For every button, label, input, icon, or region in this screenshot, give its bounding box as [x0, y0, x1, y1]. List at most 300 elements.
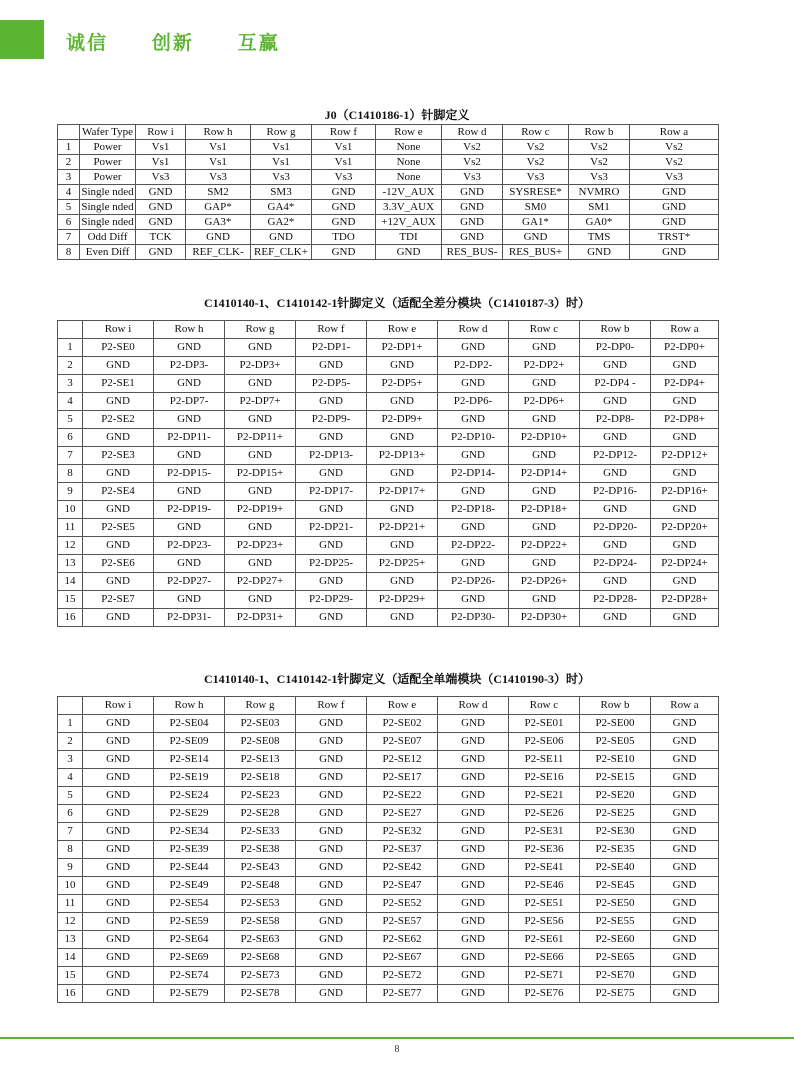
pin-cell: GND: [580, 465, 651, 483]
column-header: Row i: [136, 125, 186, 140]
row-number-cell: 9: [58, 859, 83, 877]
pin-cell: P2-SE31: [509, 823, 580, 841]
pin-cell: P2-SE50: [580, 895, 651, 913]
pin-cell: GND: [83, 751, 154, 769]
pin-cell: P2-DP28+: [651, 591, 719, 609]
pin-cell: P2-DP19+: [225, 501, 296, 519]
pin-cell: P2-SE65: [580, 949, 651, 967]
table-row: [58, 465, 719, 483]
pin-cell: P2-SE15: [580, 769, 651, 787]
pin-cell: GND: [367, 537, 438, 555]
pin-cell: GND: [225, 519, 296, 537]
column-header: Row h: [186, 125, 251, 140]
pin-cell: P2-DP0+: [651, 339, 719, 357]
pin-cell: GND: [367, 573, 438, 591]
pin-cell: GND: [296, 895, 367, 913]
pin-cell: P2-SE41: [509, 859, 580, 877]
table-row: [58, 913, 719, 931]
pin-cell: GND: [154, 483, 225, 501]
pin-cell: P2-DP12+: [651, 447, 719, 465]
pin-cell: TCK: [136, 230, 186, 245]
pin-cell: GND: [83, 769, 154, 787]
pin-cell: GND: [367, 501, 438, 519]
pin-cell: GA0*: [569, 215, 630, 230]
pin-cell: GND: [580, 357, 651, 375]
pin-cell: GND: [651, 913, 719, 931]
table-row: [58, 591, 719, 609]
pin-cell: GND: [154, 447, 225, 465]
pin-cell: GND: [251, 230, 312, 245]
pin-cell: GND: [569, 245, 630, 260]
pin-cell: P2-DP21-: [296, 519, 367, 537]
pin-cell: Even Diff: [80, 245, 136, 260]
pin-cell: GND: [580, 609, 651, 627]
pin-cell: GND: [651, 733, 719, 751]
pin-cell: REF_CLK+: [251, 245, 312, 260]
pin-cell: GND: [154, 411, 225, 429]
pin-cell: GND: [438, 841, 509, 859]
pin-cell: P2-DP24+: [651, 555, 719, 573]
pin-cell: Vs1: [186, 155, 251, 170]
pin-cell: TDO: [312, 230, 376, 245]
pin-cell: P2-SE44: [154, 859, 225, 877]
header-row: [58, 321, 719, 339]
row-number-cell: 9: [58, 483, 83, 501]
column-header: [58, 697, 83, 715]
table-row: [58, 609, 719, 627]
pin-cell: P2-SE47: [367, 877, 438, 895]
pin-cell: P2-SE17: [367, 769, 438, 787]
pin-cell: P2-DP8+: [651, 411, 719, 429]
pin-cell: GND: [296, 787, 367, 805]
brand-slogan: 诚信 创新 互赢: [66, 32, 280, 54]
footer-divider: [0, 1037, 794, 1039]
pin-cell: P2-SE64: [154, 931, 225, 949]
pin-cell: Power: [80, 140, 136, 155]
pin-cell: GND: [509, 447, 580, 465]
pin-cell: Single nded: [81, 186, 134, 198]
pin-cell: P2-SE48: [225, 877, 296, 895]
pin-cell: P2-SE20: [580, 787, 651, 805]
pin-cell: P2-SE37: [367, 841, 438, 859]
pin-cell: GND: [312, 185, 376, 200]
pin-cell: GND: [296, 931, 367, 949]
column-header: Row i: [83, 697, 154, 715]
pin-cell: P2-SE34: [154, 823, 225, 841]
pin-cell: P2-DP6-: [438, 393, 509, 411]
pin-cell: GND: [83, 537, 154, 555]
row-number-cell: 10: [58, 501, 83, 519]
table-row: [58, 411, 719, 429]
row-number-cell: 2: [58, 155, 80, 170]
pin-cell: GND: [225, 375, 296, 393]
pin-cell: GND: [651, 357, 719, 375]
pin-cell: P2-SE79: [154, 985, 225, 1003]
row-number-cell: 1: [58, 140, 80, 155]
pin-cell: GND: [651, 985, 719, 1003]
pin-cell: GND: [651, 609, 719, 627]
pin-cell: P2-DP24-: [580, 555, 651, 573]
column-header: Row d: [438, 321, 509, 339]
table-row: [58, 357, 719, 375]
pin-cell: GND: [438, 823, 509, 841]
pin-cell: GND: [296, 859, 367, 877]
row-number-cell: 1: [58, 339, 83, 357]
column-header: [58, 125, 80, 140]
pin-cell: GND: [438, 913, 509, 931]
pin-cell: P2-DP10+: [509, 429, 580, 447]
pin-cell: P2-SE2: [83, 411, 154, 429]
row-number-cell: 14: [58, 949, 83, 967]
pin-cell: P2-SE18: [225, 769, 296, 787]
pin-cell: GND: [651, 465, 719, 483]
pin-cell: GND: [651, 393, 719, 411]
pin-cell: P2-DP3+: [225, 357, 296, 375]
pin-cell: GND: [367, 465, 438, 483]
table-row: [58, 895, 719, 913]
row-number-cell: 6: [58, 215, 80, 230]
pin-cell: P2-SE5: [83, 519, 154, 537]
pin-cell: P2-DP4 -: [580, 375, 651, 393]
pin-cell: P2-SE69: [154, 949, 225, 967]
pin-cell: GND: [154, 591, 225, 609]
row-number-cell: 12: [58, 913, 83, 931]
pin-cell: P2-SE16: [509, 769, 580, 787]
table-row: [58, 985, 719, 1003]
pin-cell: None: [376, 140, 442, 155]
pin-cell: P2-SE07: [367, 733, 438, 751]
pin-cell: GND: [136, 215, 186, 230]
pin-cell: Vs3: [186, 170, 251, 185]
pin-cell: GND: [438, 787, 509, 805]
pin-cell: GND: [651, 787, 719, 805]
pin-cell: Vs2: [503, 155, 569, 170]
column-header: Row f: [312, 125, 376, 140]
pin-cell: RES_BUS-: [442, 245, 503, 260]
table-row: [58, 823, 719, 841]
pin-cell: P2-SE02: [367, 715, 438, 733]
pin-cell: P2-SE55: [580, 913, 651, 931]
pin-cell: GND: [509, 591, 580, 609]
pin-cell: GND: [83, 967, 154, 985]
pin-cell: GND: [296, 751, 367, 769]
pin-cell: P2-SE53: [225, 895, 296, 913]
pin-cell: GND: [225, 447, 296, 465]
pin-cell: Vs3: [136, 170, 186, 185]
pin-cell: GAP*: [186, 200, 251, 215]
row-number-cell: 14: [58, 573, 83, 591]
pin-cell: P2-SE21: [509, 787, 580, 805]
pin-cell: -12V_AUX: [376, 185, 442, 200]
pin-cell: P2-DP29-: [296, 591, 367, 609]
table3-title: C1410140-1、C1410142-1针脚定义（适配全单端模块（C1410190-3）时）: [204, 672, 590, 686]
row-number-cell: 15: [58, 967, 83, 985]
pin-cell: Vs3: [569, 170, 630, 185]
row-number-cell: 7: [58, 447, 83, 465]
pin-cell: GND: [509, 555, 580, 573]
pin-cell: P2-SE11: [509, 751, 580, 769]
pin-cell: GND: [154, 519, 225, 537]
pin-cell: SYSRESE*: [503, 185, 569, 200]
pin-cell: P2-SE51: [509, 895, 580, 913]
row-number-cell: 15: [58, 591, 83, 609]
column-header: Row a: [630, 125, 719, 140]
pin-cell: GND: [296, 913, 367, 931]
pin-cell: GND: [83, 877, 154, 895]
pin-cell: GND: [438, 895, 509, 913]
row-number-cell: 1: [58, 715, 83, 733]
pin-cell: P2-DP16+: [651, 483, 719, 501]
pin-cell: RES_BUS+: [503, 245, 569, 260]
pin-cell: P2-DP19-: [154, 501, 225, 519]
pin-cell: GND: [83, 465, 154, 483]
column-header: Row b: [580, 697, 651, 715]
pin-cell: Vs1: [312, 155, 376, 170]
pin-cell: P2-DP27-: [154, 573, 225, 591]
column-header: Row g: [225, 321, 296, 339]
pin-cell: P2-SE23: [225, 787, 296, 805]
table-row: [58, 170, 719, 185]
table-row: [58, 393, 719, 411]
pin-cell: GND: [225, 591, 296, 609]
table-row: [58, 185, 719, 200]
pin-cell: P2-SE45: [580, 877, 651, 895]
table-row: [58, 805, 719, 823]
pin-cell: GND: [438, 985, 509, 1003]
pin-cell: GND: [296, 769, 367, 787]
pin-cell: P2-DP10-: [438, 429, 509, 447]
pin-cell: P2-SE7: [83, 591, 154, 609]
pin-cell: GND: [296, 501, 367, 519]
pin-cell: GND: [296, 537, 367, 555]
pin-cell: P2-DP25+: [367, 555, 438, 573]
table-row: [58, 573, 719, 591]
pin-cell: +12V_AUX: [376, 215, 442, 230]
row-number-cell: 4: [58, 769, 83, 787]
pin-cell: Power: [80, 155, 136, 170]
row-number-cell: 4: [58, 185, 80, 200]
pin-cell: P2-DP14-: [438, 465, 509, 483]
pin-cell: GND: [580, 429, 651, 447]
pin-cell: P2-SE57: [367, 913, 438, 931]
pin-cell: GND: [83, 985, 154, 1003]
pin-cell: GND: [580, 573, 651, 591]
pin-cell: GND: [651, 751, 719, 769]
pin-cell: P2-SE54: [154, 895, 225, 913]
pin-cell: TRST*: [630, 230, 719, 245]
table-row: [58, 375, 719, 393]
pin-cell: GND: [651, 501, 719, 519]
table-row: [58, 931, 719, 949]
row-number-cell: 12: [58, 537, 83, 555]
pin-cell: P2-DP31+: [225, 609, 296, 627]
pin-cell: GA1*: [503, 215, 569, 230]
pin-cell: REF_CLK-: [186, 245, 251, 260]
row-number-cell: 7: [58, 823, 83, 841]
pin-cell: GND: [651, 949, 719, 967]
pin-cell: Vs2: [630, 140, 719, 155]
pin-cell: P2-SE01: [509, 715, 580, 733]
pin-cell: Vs2: [630, 155, 719, 170]
pin-cell: TMS: [569, 230, 630, 245]
pin-cell: P2-SE59: [154, 913, 225, 931]
pin-cell: GND: [651, 429, 719, 447]
table-row: [58, 245, 719, 260]
pin-cell: P2-SE35: [580, 841, 651, 859]
pin-cell: GND: [438, 769, 509, 787]
pin-cell: P2-SE06: [509, 733, 580, 751]
pin-cell: P2-SE60: [580, 931, 651, 949]
pin-cell: GND: [83, 895, 154, 913]
pin-cell: GND: [442, 185, 503, 200]
pin-cell: P2-SE1: [83, 375, 154, 393]
row-number-cell: 11: [58, 519, 83, 537]
pin-cell: GA3*: [186, 215, 251, 230]
pin-cell: P2-SE14: [154, 751, 225, 769]
pin-cell: None: [376, 155, 442, 170]
pin-cell: GND: [225, 411, 296, 429]
row-number-cell: 6: [58, 429, 83, 447]
table2-title: C1410140-1、C1410142-1针脚定义（适配全差分模块（C1410187-3）时）: [204, 296, 590, 310]
pin-cell: GND: [509, 483, 580, 501]
pin-cell: P2-SE72: [367, 967, 438, 985]
pin-cell: GND: [296, 949, 367, 967]
pin-cell: GND: [651, 537, 719, 555]
pin-cell: GND: [312, 245, 376, 260]
pin-cell: P2-SE04: [154, 715, 225, 733]
column-header: Row b: [569, 125, 630, 140]
pin-cell: GND: [367, 609, 438, 627]
column-header: Row a: [651, 697, 719, 715]
pin-cell: GND: [630, 200, 719, 215]
pin-cell: P2-DP20+: [651, 519, 719, 537]
pin-cell: P2-SE38: [225, 841, 296, 859]
pin-cell: GND: [83, 841, 154, 859]
pin-cell: P2-SE08: [225, 733, 296, 751]
pin-cell: GND: [154, 339, 225, 357]
column-header: Row f: [296, 697, 367, 715]
pin-cell: P2-SE09: [154, 733, 225, 751]
table-row: [58, 501, 719, 519]
page-number: 8: [394, 1044, 400, 1055]
pin-cell: GND: [442, 215, 503, 230]
pin-cell: GND: [367, 357, 438, 375]
column-header: Row d: [438, 697, 509, 715]
pin-cell: GND: [651, 805, 719, 823]
pin-cell: GND: [296, 877, 367, 895]
pin-cell: P2-DP4+: [651, 375, 719, 393]
pin-cell: P2-DP31-: [154, 609, 225, 627]
pin-cell: GND: [438, 877, 509, 895]
pin-cell: GND: [580, 537, 651, 555]
pin-cell: P2-SE46: [509, 877, 580, 895]
pin-cell: 3.3V_AUX: [376, 200, 442, 215]
pin-cell: P2-SE32: [367, 823, 438, 841]
pin-cell: GND: [651, 715, 719, 733]
pin-cell: P2-DP27+: [225, 573, 296, 591]
pin-cell: GND: [438, 555, 509, 573]
pin-cell: P2-DP23+: [225, 537, 296, 555]
pin-cell: GND: [83, 787, 154, 805]
pin-cell: P2-DP13-: [296, 447, 367, 465]
pin-cell: P2-SE49: [154, 877, 225, 895]
table-row: [58, 537, 719, 555]
pin-cell: GND: [630, 185, 719, 200]
pin-cell: Vs2: [442, 155, 503, 170]
j0-pin-table: [57, 124, 719, 260]
pin-cell: Vs1: [136, 155, 186, 170]
pin-cell: P2-SE28: [225, 805, 296, 823]
pin-cell: P2-DP18-: [438, 501, 509, 519]
pin-cell: P2-SE63: [225, 931, 296, 949]
pin-cell: P2-SE26: [509, 805, 580, 823]
table-row: [58, 967, 719, 985]
pin-cell: Vs3: [442, 170, 503, 185]
pin-cell: P2-DP3-: [154, 357, 225, 375]
pin-cell: P2-DP6+: [509, 393, 580, 411]
pin-cell: P2-SE19: [154, 769, 225, 787]
pin-cell: GND: [83, 573, 154, 591]
pin-cell: P2-SE58: [225, 913, 296, 931]
pin-cell: Vs3: [251, 170, 312, 185]
pin-cell: SM2: [186, 185, 251, 200]
pin-cell: P2-DP22+: [509, 537, 580, 555]
header-row: [58, 125, 719, 140]
pin-cell: P2-SE43: [225, 859, 296, 877]
table-row: [58, 140, 719, 155]
pin-cell: GND: [651, 859, 719, 877]
table-row: [58, 155, 719, 170]
row-number-cell: 2: [58, 357, 83, 375]
pin-cell: P2-DP5+: [367, 375, 438, 393]
pin-cell: P2-SE40: [580, 859, 651, 877]
pin-cell: GND: [186, 230, 251, 245]
pin-cell: GND: [438, 339, 509, 357]
pin-cell: GND: [651, 877, 719, 895]
pin-cell: GND: [438, 483, 509, 501]
column-header: Row g: [225, 697, 296, 715]
row-number-cell: 8: [58, 245, 80, 260]
pin-cell: GND: [296, 357, 367, 375]
pin-cell: GND: [83, 823, 154, 841]
pin-cell: P2-SE68: [225, 949, 296, 967]
row-number-cell: 5: [58, 411, 83, 429]
pin-cell: Vs1: [136, 140, 186, 155]
pin-cell: GA4*: [251, 200, 312, 215]
pin-cell: P2-SE05: [580, 733, 651, 751]
brand-logo-block: [0, 20, 44, 59]
pin-cell: P2-SE71: [509, 967, 580, 985]
row-number-cell: 16: [58, 609, 83, 627]
table-row: [58, 519, 719, 537]
pin-cell: SM0: [503, 200, 569, 215]
pin-cell: P2-SE74: [154, 967, 225, 985]
column-header: Row g: [251, 125, 312, 140]
pin-cell: P2-SE61: [509, 931, 580, 949]
pin-cell: GND: [83, 357, 154, 375]
pin-cell: P2-SE29: [154, 805, 225, 823]
header-row: [58, 697, 719, 715]
table-row: [58, 715, 719, 733]
pin-cell: P2-SE24: [154, 787, 225, 805]
pin-cell: P2-DP14+: [509, 465, 580, 483]
pin-cell: Vs2: [569, 155, 630, 170]
pin-cell: GA2*: [251, 215, 312, 230]
pin-cell: P2-DP2+: [509, 357, 580, 375]
pin-cell: GND: [651, 931, 719, 949]
pin-cell: GND: [83, 733, 154, 751]
pin-cell: GND: [296, 429, 367, 447]
